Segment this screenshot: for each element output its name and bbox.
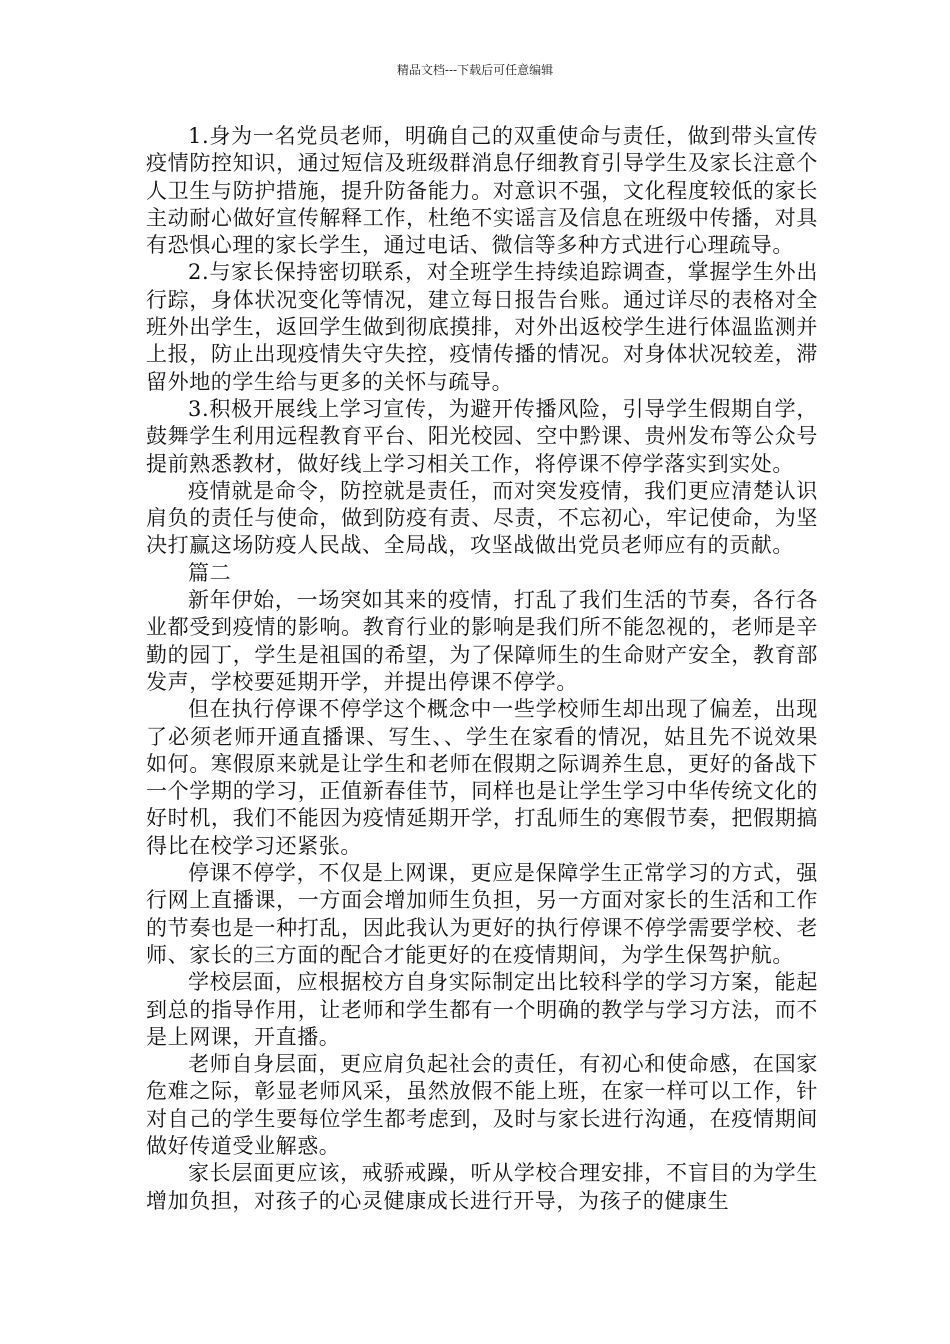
paragraph-5: 新年伊始，一场突如其来的疫情，打乱了我们生活的节奏，各行各业都受到疫情的影响。教育行业的影响是我们所不能忽视的，老师是辛勤的园丁，学生是祖国的希望，为了保障师生的生命财产安全，教育部发声，学校要延期开学，并提出停课不停学。 <box>146 588 818 694</box>
paragraph-7: 停课不停学，不仅是上网课，更应是保障学生正常学习的方式，强行网上直播课，一方面会增加师生负担，另一方面对家长的生活和工作的节奏也是一种打乱，因此我认为更好的执行停课不停学需要学校、老师、家长的三方面的配合才能更好的在疫情期间，为学生保驾护航。 <box>146 861 818 967</box>
paragraph-4: 疫情就是命令，防控就是责任，而对突发疫情，我们更应清楚认识肩负的责任与使命，做到防疫有责、尽责，不忘初心，牢记使命，为坚决打赢这场防疫人民战、全局战，攻坚战做出党员老师应有的贡献。 <box>146 478 818 558</box>
paragraph-10: 家长层面更应该，戒骄戒躁，听从学校合理安排，不盲目的为学生增加负担，对孩子的心灵健康成长进行开导，为孩子的健康生 <box>146 1161 818 1213</box>
page-header: 精品文档---下载后可任意编辑 <box>396 63 554 77</box>
section-heading: 篇二 <box>188 560 232 585</box>
paragraph-8: 学校层面，应根据校方自身实际制定出比较科学的学习方案，能起到总的指导作用，让老师和学生都有一个明确的教学与学习方法，而不是上网课，开直播。 <box>146 970 818 1049</box>
paragraph-6: 但在执行停课不停学这个概念中一些学校师生却出现了偏差，出现了必须老师开通直播课、写生、、学生在家看的情况，姑且先不说效果如何。寒假原来就是让学生和老师在假期之际调养生息，更好的备战下一个学期的学习，正值新春佳节，同样也是让学生学习中华传统文化的好时机，我们不能因为疫情延期开学，打乱师生的寒假节奏，把假期搞得比在校学习还紧张。 <box>146 697 818 858</box>
paragraph-2: 2.与家长保持密切联系，对全班学生持续追踪调查，掌握学生外出行踪，身体状况变化等情况，建立每日报告台账。通过详尽的表格对全班外出学生，返回学生做到彻底摸排，对外出返校学生进行体温监测并上报，防止出现疫情失守失控，疫情传播的情况。对身体状况较差，滞留外地的学生给与更多的关怀与疏导。 <box>146 260 818 394</box>
paragraph-9: 老师自身层面，更应肩负起社会的责任，有初心和使命感，在国家危难之际，彰显老师风采，虽然放假不能上班，在家一样可以工作，针对自己的学生要每位学生都考虑到，及时与家长进行沟通，在疫情期间做好传道受业解惑。 <box>146 1052 818 1158</box>
paragraph-1: 1.身为一名党员老师，明确自己的双重使命与责任，做到带头宣传疫情防控知识，通过短信及班级群消息仔细教育引导学生及家长注意个人卫生与防护措施，提升防备能力。对意识不强，文化程度较低的家长主动耐心做好宣传解释工作，杜绝不实谣言及信息在班级中传播，对具有恐惧心理的家长学生，通过电话、微信等多种方式进行心理疏导。 <box>146 124 818 258</box>
document-body <box>146 123 818 1215</box>
paragraph-3: 3.积极开展线上学习宣传，为避开传播风险，引导学生假期自学，鼓舞学生利用远程教育平台、阳光校园、空中黔课、贵州发布等公众号提前熟悉教材，做好线上学习相关工作，将停课不停学落实到实处。 <box>146 396 818 476</box>
